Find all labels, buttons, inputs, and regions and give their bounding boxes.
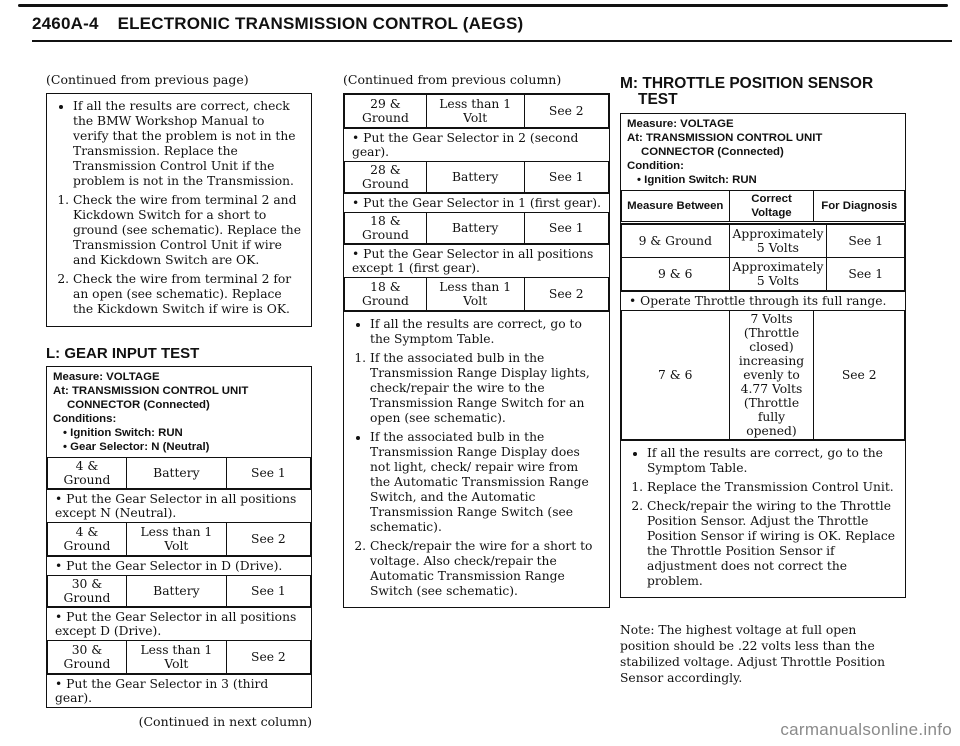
measure-block: Measure: VOLTAGE At: TRANSMISSION CONTROL UNIT CONNECTOR (Connected) Conditions: • Ignition Switch: RUN • Gear Selector: N (Neutral) [53, 371, 249, 453]
page-title: ELECTRONIC TRANSMISSION CONTROL (AEGS) [117, 14, 524, 33]
cell-diagnosis: See 2 [814, 311, 905, 440]
continued-from-previous-page: (Continued from previous page) [46, 72, 249, 87]
gear-test-row-3 [47, 575, 311, 607]
gear-test-note-3: • Put the Gear Selector in all positions except D (Drive). [47, 607, 311, 640]
condition-gear-selector: Gear Selector: N (Neutral) [70, 441, 210, 453]
gear-test-row-5 [344, 94, 609, 128]
bullet-go-to-symptom-table: • If all the results are correct, go to the Symptom Table. [647, 446, 897, 476]
cell-terminal: 18 & Ground [345, 278, 427, 311]
bullet-results-correct: • If all the results are correct, check the BMW Workshop Manual to verify that the problem is not in the Transmission. Replace the Transmission Control Unit if the problem is not in the Transmission. [73, 99, 303, 189]
at-label: At: TRANSMISSION CONTROL UNIT [627, 132, 823, 144]
note-highest-voltage: Note: The highest voltage at full open position should be .22 volts less than the stabilized voltage. Adjust Throttle Position Sensor accordingly. [620, 623, 885, 685]
gear-test-note-1: • Put the Gear Selector in all positions except N (Neutral). [47, 489, 311, 522]
cell-voltage: Battery [126, 576, 226, 607]
gear-test-note-7: • Put the Gear Selector in all positions except 1 (first gear). [344, 244, 609, 277]
note-text: Put the Gear Selector in all positions except D (Drive). [55, 610, 297, 638]
gear-test-note-5: • Put the Gear Selector in 2 (second gear). [344, 128, 609, 161]
step-1: 1. Replace the Transmission Control Unit. [647, 480, 897, 495]
step-2: 2. Check/repair the wiring to the Throttle Position Sensor. Adjust the Throttle Position Sensor if wiring is OK. Replace the Throttle Position Sensor if adjustment does not correct the problem. [647, 499, 897, 589]
gear-test-row-7 [344, 212, 609, 244]
cell-terminal: 4 & Ground [48, 523, 127, 556]
continued-from-previous-column: (Continued from previous column) [343, 72, 562, 87]
page-code: 2460A-4 [32, 14, 99, 33]
cell-terminal: 4 & Ground [48, 458, 127, 489]
cell-voltage: Approximately 5 Volts [729, 225, 827, 258]
cell-diagnosis: See 1 [827, 258, 905, 291]
section-title-gear-input: L: GEAR INPUT TEST [46, 345, 200, 362]
gear-test-note-6: • Put the Gear Selector in 1 (first gear). [344, 193, 609, 212]
gear-input-test-box [46, 366, 312, 708]
condition-ignition: Ignition Switch: RUN [70, 427, 183, 439]
cell-voltage: Battery [126, 458, 226, 489]
section-title-line-2: TEST [638, 91, 678, 108]
cell-terminal: 30 & Ground [48, 641, 127, 674]
gear-test-row-1 [47, 457, 311, 489]
cell-diagnosis: See 1 [226, 576, 310, 607]
gear-test-row-2 [47, 522, 311, 556]
cell-voltage: Less than 1 Volt [126, 523, 226, 556]
note-text: Put the Gear Selector in 1 (first gear). [363, 196, 602, 210]
measure-label: Measure: VOLTAGE [627, 118, 734, 130]
continued-in-next-column: (Continued in next column) [138, 714, 312, 729]
step-2: 2. Check/repair the wire for a short to voltage. Also check/repair the Automatic Transmission Range Switch (see schematic). [370, 539, 601, 599]
cell-voltage: Battery [426, 162, 524, 193]
measure-label: Measure: VOLTAGE [53, 371, 160, 383]
step-2: 2. Check the wire from terminal 2 for an open (see schematic). Replace the Kickdown Switch if wire is OK. [73, 272, 303, 317]
cell-terminal: 7 & 6 [622, 311, 730, 440]
cell-terminal: 9 & Ground [622, 225, 730, 258]
bullet-bulb-not-light: • If the associated bulb in the Transmission Range Display does not light, check/ repair wire from the Automatic Transmission Range Switch, and the Automatic Transmission Range Switch (see schematic). [370, 430, 601, 535]
throttle-results [621, 440, 905, 597]
note-text: Put the Gear Selector in 3 (third gear). [55, 677, 269, 705]
cell-diagnosis: See 2 [226, 641, 310, 674]
cell-diagnosis: See 2 [524, 278, 609, 311]
note-text: Operate Throttle through its full range. [640, 294, 887, 308]
note-text: Put the Gear Selector in 2 (second gear). [352, 131, 579, 159]
cell-diagnosis: See 1 [226, 458, 310, 489]
header-measure-between: Measure Between [622, 191, 730, 223]
cell-voltage: 7 Volts (Throttle closed) increasing evenly to 4.77 Volts (Throttle fully opened) [729, 311, 814, 440]
cell-diagnosis: See 1 [524, 162, 609, 193]
throttle-rows [621, 224, 905, 291]
cell-terminal: 29 & Ground [345, 95, 427, 128]
header-rule [32, 40, 952, 42]
header-correct-voltage: Correct Voltage [729, 191, 814, 223]
cell-terminal: 9 & 6 [622, 258, 730, 291]
cell-voltage: Battery [426, 213, 524, 244]
top-rule [18, 4, 948, 7]
gear-test-note-2: • Put the Gear Selector in D (Drive). [47, 556, 311, 575]
throttle-note: • Operate Throttle through its full range. [621, 291, 905, 310]
page-header [32, 14, 523, 34]
column-2 [343, 72, 610, 608]
header-for-diagnosis: For Diagnosis [814, 191, 905, 223]
cell-diagnosis: See 1 [524, 213, 609, 244]
cell-terminal: 18 & Ground [345, 213, 427, 244]
cell-diagnosis: See 1 [827, 225, 905, 258]
gear-test-row-6 [344, 161, 609, 193]
gear-input-results [344, 311, 609, 607]
cell-voltage: Less than 1 Volt [426, 278, 524, 311]
kickdown-results-box [46, 93, 312, 327]
throttle-row-3 [621, 310, 905, 440]
throttle-table [621, 190, 905, 224]
watermark: carmanualsonline.info [780, 720, 952, 739]
condition-label: Condition: [627, 160, 684, 172]
gear-test-row-4 [47, 640, 311, 674]
cell-diagnosis: See 2 [524, 95, 609, 128]
throttle-test-box [620, 113, 906, 598]
bullet-go-to-symptom-table: • If all the results are correct, go to the Symptom Table. [370, 317, 601, 347]
gear-input-continued-box [343, 93, 610, 608]
step-1: 1. Check the wire from terminal 2 and Kickdown Switch for a short to ground (see schematic). Replace the Transmission Control Unit if wire and Kickdown Switch are OK. [73, 193, 303, 268]
condition-ignition: Ignition Switch: RUN [644, 174, 757, 186]
column-3 [620, 76, 906, 686]
note-text: Put the Gear Selector in all positions except 1 (first gear). [352, 247, 594, 275]
note-text: Put the Gear Selector in D (Drive). [66, 559, 283, 573]
note-text: Put the Gear Selector in all positions except N (Neutral). [55, 492, 297, 520]
cell-voltage: Approximately 5 Volts [729, 258, 827, 291]
connector-label: CONNECTOR (Connected) [641, 146, 784, 158]
section-title-line-1: M: THROTTLE POSITION SENSOR [620, 75, 874, 92]
cell-terminal: 28 & Ground [345, 162, 427, 193]
measure-block: Measure: VOLTAGE At: TRANSMISSION CONTROL UNIT CONNECTOR (Connected) Condition: • Ignition Switch: RUN [627, 118, 823, 186]
cell-terminal: 30 & Ground [48, 576, 127, 607]
cell-diagnosis: See 2 [226, 523, 310, 556]
connector-label: CONNECTOR (Connected) [67, 399, 210, 411]
conditions-label: Conditions: [53, 413, 117, 425]
cell-voltage: Less than 1 Volt [426, 95, 524, 128]
step-1: 1. If the associated bulb in the Transmission Range Display lights, check/repair the wire to the Transmission Range Switch for an open (see schematic). [370, 351, 601, 426]
at-label: At: TRANSMISSION CONTROL UNIT [53, 385, 249, 397]
cell-voltage: Less than 1 Volt [126, 641, 226, 674]
gear-test-note-4: • Put the Gear Selector in 3 (third gear). [47, 674, 311, 707]
section-title-throttle [620, 76, 906, 108]
gear-test-row-8 [344, 277, 609, 311]
column-1 [46, 72, 312, 729]
